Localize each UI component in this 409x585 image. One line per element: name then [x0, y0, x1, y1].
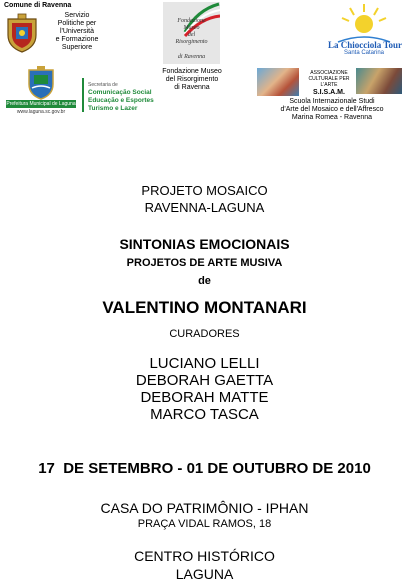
sisam-name: S.I.S.A.M. [313, 89, 345, 96]
secom-logo [80, 66, 154, 114]
secom-line: Comunicação Social [88, 89, 152, 96]
laguna-url: www.laguna.sc.gov.br [16, 109, 66, 115]
curator-name: DEBORAH MATTE [140, 389, 269, 406]
fondazione-caption-line: del Risorgimento [165, 76, 219, 83]
chiocciola-tour-logo [328, 2, 403, 58]
fondazione-box-line: del [187, 32, 196, 38]
ravenna-title: Comune di Ravenna [4, 2, 72, 9]
chiocciola-name: La Chiocciola Tour [328, 40, 403, 50]
location-line: CENTRO HISTÓRICO [134, 548, 275, 564]
by-word: de [198, 275, 211, 287]
curators-label: CURADORES [169, 328, 240, 340]
fondazione-caption-line: di Ravenna [174, 84, 210, 91]
exhibition-subtitle: PROJETOS DE ARTE MUSIVA [126, 257, 283, 269]
sisam-desc-line: d'Arte del Mosaico e dell'Affresco [280, 106, 384, 113]
location-line: LAGUNA [175, 566, 234, 582]
sisam-association [302, 70, 356, 88]
ravenna-department [47, 12, 107, 52]
curator-name: DEBORAH GAETTA [135, 372, 274, 389]
fondazione-caption-line: Fondazione Museo [162, 68, 222, 75]
fondazione-box-line: di Ravenna [177, 54, 206, 60]
laguna-crest-icon [26, 66, 56, 100]
sisam-desc-line: Scuola Internazionale Studi [289, 98, 375, 105]
fondazione-caption [160, 68, 224, 92]
laguna-prefeitura-logo [6, 66, 76, 116]
fondazione-box-line: Museo [183, 25, 200, 31]
laguna-caption: Prefeitura Municipal de Laguna [6, 101, 76, 107]
sisam-description [257, 98, 407, 122]
exhibition-dates: 17 DE SETEMBRO - 01 DE OUTUBRO DE 2010 [38, 460, 371, 477]
curator-name: MARCO TASCA [150, 406, 259, 423]
secom-line: Turismo e Lazer [88, 105, 138, 112]
exhibition-title: SINTONIAS EMOCIONAIS [119, 236, 290, 252]
fondazione-box-line: Risorgimento [175, 39, 208, 45]
ravenna-line: Politiche per [57, 20, 97, 27]
project-line: PROJETO MOSAICO [141, 183, 268, 198]
project-line: RAVENNA-LAGUNA [144, 200, 265, 215]
sisam-assoc-line: ASSOCIAZIONE [310, 70, 348, 76]
ravenna-crest-icon [4, 13, 40, 53]
mosaic-image [356, 68, 402, 94]
secom-line: Educação e Esportes [88, 97, 154, 104]
chiocciola-subtitle: Santa Catarina [343, 50, 385, 56]
venue-name: CASA DO PATRIMÔNIO - IPHAN [100, 500, 309, 516]
ravenna-line: Superiore [61, 44, 93, 51]
fondazione-logo [163, 2, 220, 64]
ravenna-line: l'Università [59, 28, 94, 35]
venue-address: PRAÇA VIDAL RAMOS, 18 [137, 518, 272, 530]
fondazione-box-line: Fondazione [177, 18, 206, 24]
ravenna-line: e Formazione [55, 36, 99, 43]
artist-name: VALENTINO MONTANARI [102, 298, 307, 317]
ravenna-line: Servizio [64, 12, 90, 19]
curators-list [0, 355, 409, 423]
sisam-assoc-line: CULTURALE PER L'ARTE [308, 76, 350, 88]
secom-header: Secretaria de [88, 82, 118, 88]
sisam-desc-line: Marina Romea - Ravenna [291, 114, 373, 121]
curator-name: LUCIANO LELLI [149, 355, 260, 372]
mosaic-image [257, 68, 299, 96]
